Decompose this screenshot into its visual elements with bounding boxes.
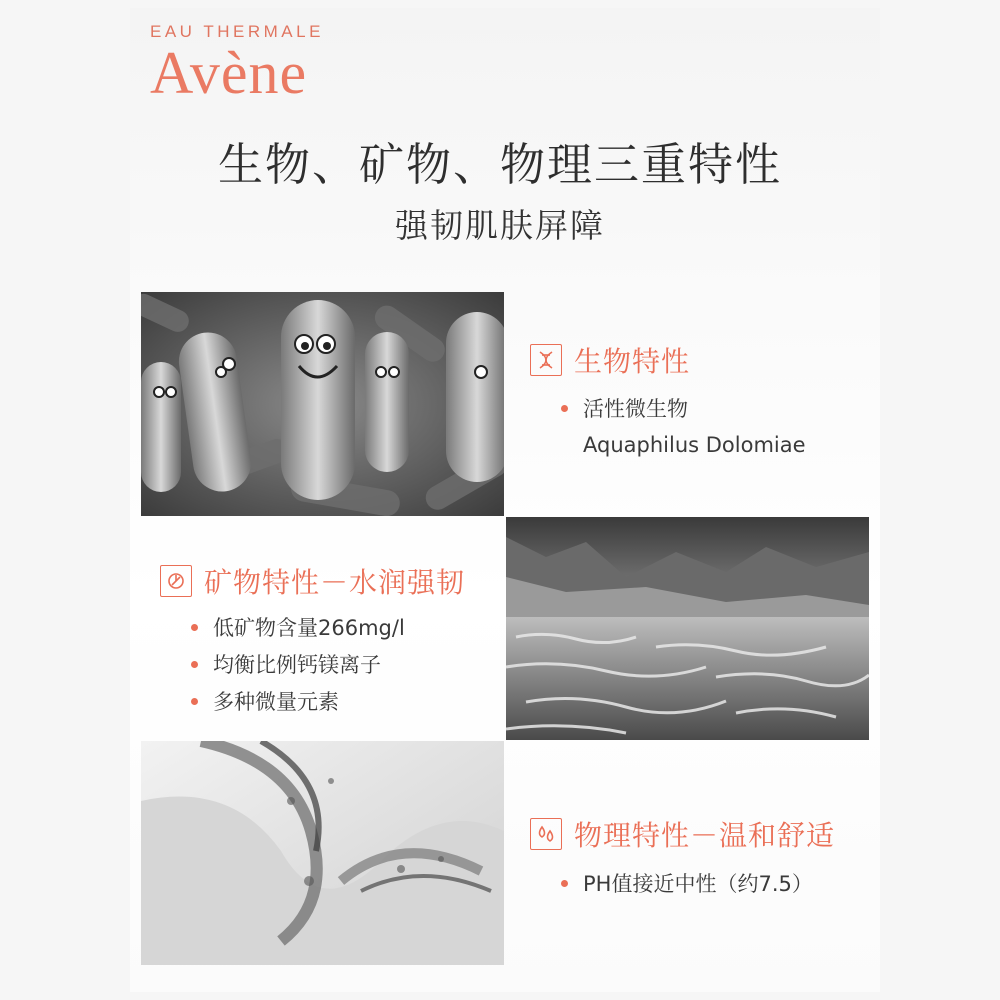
drops-icon [530, 818, 562, 850]
bacteria-image [141, 292, 504, 516]
feature-mineral-title: 矿物特性－水润强韧 [204, 566, 466, 599]
list-item: 低矿物含量266mg/l [189, 610, 405, 647]
list-item: 多种微量元素 [189, 684, 405, 721]
feature-bio-species: Aquaphilus Dolomiae [583, 433, 806, 457]
feature-mineral-heading [160, 561, 465, 601]
leaf-icon [160, 565, 192, 597]
page-title: 生物、矿物、物理三重特性 [217, 138, 782, 191]
feature-physical-title: 物理特性－温和舒适 [574, 819, 836, 852]
feature-bio-heading [530, 340, 690, 380]
page-subtitle: 强韧肌肤屏障 [395, 206, 605, 245]
list-item: 活性微生物 [559, 391, 688, 428]
feature-physical-heading [530, 814, 835, 854]
feature-bio-list [559, 391, 688, 428]
list-item: PH值接近中性（约7.5） [559, 866, 813, 903]
thermal-spring-image [506, 517, 869, 740]
dna-icon [530, 344, 562, 376]
brand-logo: Avène [150, 40, 308, 106]
water-splash-image [141, 741, 504, 965]
brand-tagline: EAU THERMALE [150, 22, 324, 41]
feature-mineral-list [189, 610, 405, 721]
feature-physical-list [559, 866, 813, 903]
feature-bio-title: 生物特性 [574, 345, 691, 378]
list-item: 均衡比例钙镁离子 [189, 647, 405, 684]
